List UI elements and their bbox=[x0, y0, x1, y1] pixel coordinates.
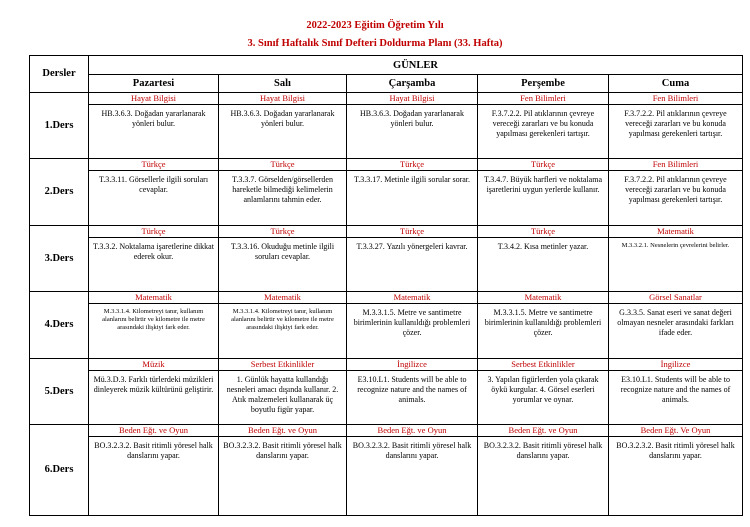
lesson-cell bbox=[478, 292, 609, 358]
lesson-cell bbox=[89, 225, 219, 291]
lesson-row bbox=[30, 424, 743, 515]
lesson-row bbox=[30, 92, 743, 158]
objective-text: G.3.3.5. Sanat eseri ve sanat değeri olmayan nesneler arasındaki farkları ifade eder. bbox=[617, 308, 734, 338]
objective-text: HB.3.6.3. Doğadan yararlanarak yönleri bulur. bbox=[360, 108, 464, 128]
day-header: Cuma bbox=[609, 75, 743, 92]
objective-text: F.3.7.2.2. Pil atıklarının çevreye vereceği zararları ve bu konuda yapılması gerekenleri tartışır. bbox=[624, 175, 727, 205]
subject-label: Fen Bilimleri bbox=[609, 93, 742, 105]
lesson-cell bbox=[609, 159, 743, 225]
lesson-cell bbox=[219, 225, 347, 291]
lesson-row bbox=[30, 225, 743, 291]
subject-label: Beden Eğt. ve Oyun bbox=[219, 425, 346, 437]
subject-label: Matematik bbox=[478, 292, 608, 304]
objective-text: M.3.3.1.4. Kilometreyi tanır, kullanım alanlarını belirtir ve kilometre ile metre arasındaki ilişkiyi fark eder. bbox=[102, 308, 205, 332]
subject-label: Fen Bilimleri bbox=[478, 93, 608, 105]
objective-text: T.3.3.11. Görsellerle ilgili soruları cevaplar. bbox=[98, 175, 209, 195]
lesson-cell bbox=[347, 358, 478, 424]
subject-label: İngilizce bbox=[609, 359, 742, 371]
subject-label: Türkçe bbox=[89, 159, 218, 171]
lesson-cell bbox=[89, 292, 219, 358]
subject-label: Serbest Etkinlikler bbox=[478, 359, 608, 371]
subject-label: Matematik bbox=[89, 292, 218, 304]
objective-text: M.3.3.1.5. Metre ve santimetre birimlerinin kullanıldığı problemleri çözer. bbox=[353, 308, 471, 338]
lesson-cell bbox=[609, 225, 743, 291]
lesson-row bbox=[30, 292, 743, 358]
lesson-label: 6.Ders bbox=[30, 424, 89, 515]
objective-text: M.3.3.2.1. Nesnelerin çevrelerini belirler. bbox=[621, 241, 730, 249]
subject-label: Görsel Sanatlar bbox=[609, 292, 742, 304]
lesson-label: 1.Ders bbox=[30, 92, 89, 158]
subject-label: Türkçe bbox=[219, 159, 346, 171]
lesson-cell bbox=[89, 92, 219, 158]
subject-label: Matematik bbox=[219, 292, 346, 304]
subject-label: Türkçe bbox=[219, 226, 346, 238]
subject-label: Matematik bbox=[347, 292, 477, 304]
objective-text: M.3.3.1.5. Metre ve santimetre birimlerinin kullanıldığı problemleri çözer. bbox=[484, 308, 602, 338]
day-header: Çarşamba bbox=[347, 75, 478, 92]
objective-text: E3.10.L1. Students will be able to recognize nature and the names of animals. bbox=[357, 374, 467, 404]
lesson-cell bbox=[219, 92, 347, 158]
subject-label: Beden Eğt. ve Oyun bbox=[478, 425, 608, 437]
objective-text: F.3.7.2.2. Pil atıklarının çevreye vereceği zararları ve bu konuda yapılması gerekenleri tartışır. bbox=[491, 108, 595, 138]
gunler-header: GÜNLER bbox=[89, 56, 743, 75]
lesson-cell bbox=[609, 92, 743, 158]
doc-title-year: 2022-2023 Eğitim Öğretim Yılı bbox=[306, 20, 444, 31]
day-header: Pazartesi bbox=[89, 75, 219, 92]
lesson-cell bbox=[347, 424, 478, 515]
subject-label: Hayat Bilgisi bbox=[347, 93, 477, 105]
objective-text: BO.3.2.3.2. Basit ritimli yöresel halk danslarını yapar. bbox=[352, 440, 472, 460]
day-header: Salı bbox=[219, 75, 347, 92]
objective-text: T.3.3.16. Okuduğu metinle ilgili soruları cevaplar. bbox=[230, 241, 335, 261]
lesson-row bbox=[30, 358, 743, 424]
objective-text: E3.10.L1. Students will be able to recognize nature and the names of animals. bbox=[620, 374, 731, 404]
objective-text: BO.3.2.3.2. Basit ritimli yöresel halk danslarını yapar. bbox=[223, 440, 342, 460]
subject-label: Matematik bbox=[609, 226, 742, 238]
lesson-cell bbox=[89, 358, 219, 424]
lesson-plan-table bbox=[29, 55, 743, 516]
lesson-cell bbox=[347, 159, 478, 225]
subject-label: Türkçe bbox=[347, 159, 477, 171]
subject-label: Türkçe bbox=[478, 226, 608, 238]
objective-text: M.3.3.1.4. Kilometreyi tanır, kullanım alanlarını belirtir ve kilometre ile metre arasındaki ilişkiyi fark eder. bbox=[231, 308, 334, 332]
objective-text: 1. Günlük hayatta kullandığı nesneleri amacı dışında kullanır. 2. Atık malzemeleri kullanarak üç boyutlu figür yapar. bbox=[226, 374, 339, 414]
objective-text: HB.3.6.3. Doğadan yararlanarak yönleri bulur. bbox=[101, 108, 206, 128]
objective-text: 3. Yapılan figürlerden yola çıkarak öykü kurgular. 4. Görsel eserleri yorumlar ve oynar. bbox=[487, 374, 599, 404]
subject-label: İngilizce bbox=[347, 359, 477, 371]
lesson-cell bbox=[219, 292, 347, 358]
lesson-cell bbox=[89, 159, 219, 225]
lesson-cell bbox=[347, 225, 478, 291]
lesson-cell bbox=[219, 424, 347, 515]
lesson-cell bbox=[219, 159, 347, 225]
lesson-label: 5.Ders bbox=[30, 358, 89, 424]
objective-text: T.3.4.2. Kısa metinler yazar. bbox=[497, 241, 589, 251]
lesson-label: 4.Ders bbox=[30, 292, 89, 358]
lesson-label: 3.Ders bbox=[30, 225, 89, 291]
subject-label: Hayat Bilgisi bbox=[219, 93, 346, 105]
objective-text: HB.3.6.3. Doğadan yararlanarak yönleri bulur. bbox=[230, 108, 335, 128]
days-row bbox=[30, 75, 743, 92]
lesson-cell bbox=[347, 292, 478, 358]
subject-label: Müzik bbox=[89, 359, 218, 371]
subject-label: Fen Bilimleri bbox=[609, 159, 742, 171]
subject-label: Türkçe bbox=[478, 159, 608, 171]
objective-text: F.3.7.2.2. Pil atıklarının çevreye vereceği zararları ve bu konuda yapılması gerekenleri tartışır. bbox=[624, 108, 727, 138]
lesson-cell bbox=[219, 358, 347, 424]
lesson-cell bbox=[478, 424, 609, 515]
lesson-cell bbox=[347, 92, 478, 158]
lesson-cell bbox=[609, 292, 743, 358]
dersler-header: Dersler bbox=[30, 56, 89, 93]
objective-text: T.3.3.27. Yazılı yönergeleri kavrar. bbox=[356, 241, 468, 251]
subject-label: Beden Eğt. ve Oyun bbox=[89, 425, 218, 437]
lesson-row bbox=[30, 159, 743, 225]
lesson-cell bbox=[89, 424, 219, 515]
subject-label: Türkçe bbox=[89, 226, 218, 238]
lesson-cell bbox=[478, 159, 609, 225]
objective-text: BO.3.2.3.2. Basit ritimli yöresel halk danslarını yapar. bbox=[94, 440, 213, 460]
lesson-cell bbox=[609, 358, 743, 424]
objective-text: BO.3.2.3.2. Basit ritimli yöresel halk danslarını yapar. bbox=[483, 440, 603, 460]
subject-label: Beden Eğt. Ve Oyun bbox=[609, 425, 742, 437]
doc-title-plan: 3. Sınıf Haftalık Sınıf Defteri Doldurma Planı (33. Hafta) bbox=[247, 38, 503, 49]
lesson-cell bbox=[478, 225, 609, 291]
lesson-label: 2.Ders bbox=[30, 159, 89, 225]
lesson-cell bbox=[478, 358, 609, 424]
objective-text: T.3.3.7. Görselden/görsellerden hareketle bilmediği kelimelerin anlamlarını tahmin eder. bbox=[232, 175, 333, 205]
header-row bbox=[30, 56, 743, 75]
objective-text: T.3.3.17. Metinle ilgili sorular sorar. bbox=[353, 175, 471, 185]
subject-label: Türkçe bbox=[347, 226, 477, 238]
objective-text: T.3.4.7. Büyük harfleri ve noktalama işaretlerini uygun yerlerde kullanır. bbox=[483, 175, 603, 195]
subject-label: Hayat Bilgisi bbox=[89, 93, 218, 105]
subject-label: Beden Eğt. ve Oyun bbox=[347, 425, 477, 437]
objective-text: T.3.3.2. Noktalama işaretlerine dikkat ederek okur. bbox=[93, 241, 214, 261]
lesson-cell bbox=[609, 424, 743, 515]
objective-text: Mü.3.D.3. Farklı türlerdeki müzikleri dinleyerek müzik kültürünü geliştirir. bbox=[93, 374, 214, 394]
day-header: Perşembe bbox=[478, 75, 609, 92]
objective-text: BO.3.2.3.2. Basit ritimli yöresel halk danslarını yapar. bbox=[616, 440, 735, 460]
subject-label: Serbest Etkinlikler bbox=[219, 359, 346, 371]
lesson-cell bbox=[478, 92, 609, 158]
